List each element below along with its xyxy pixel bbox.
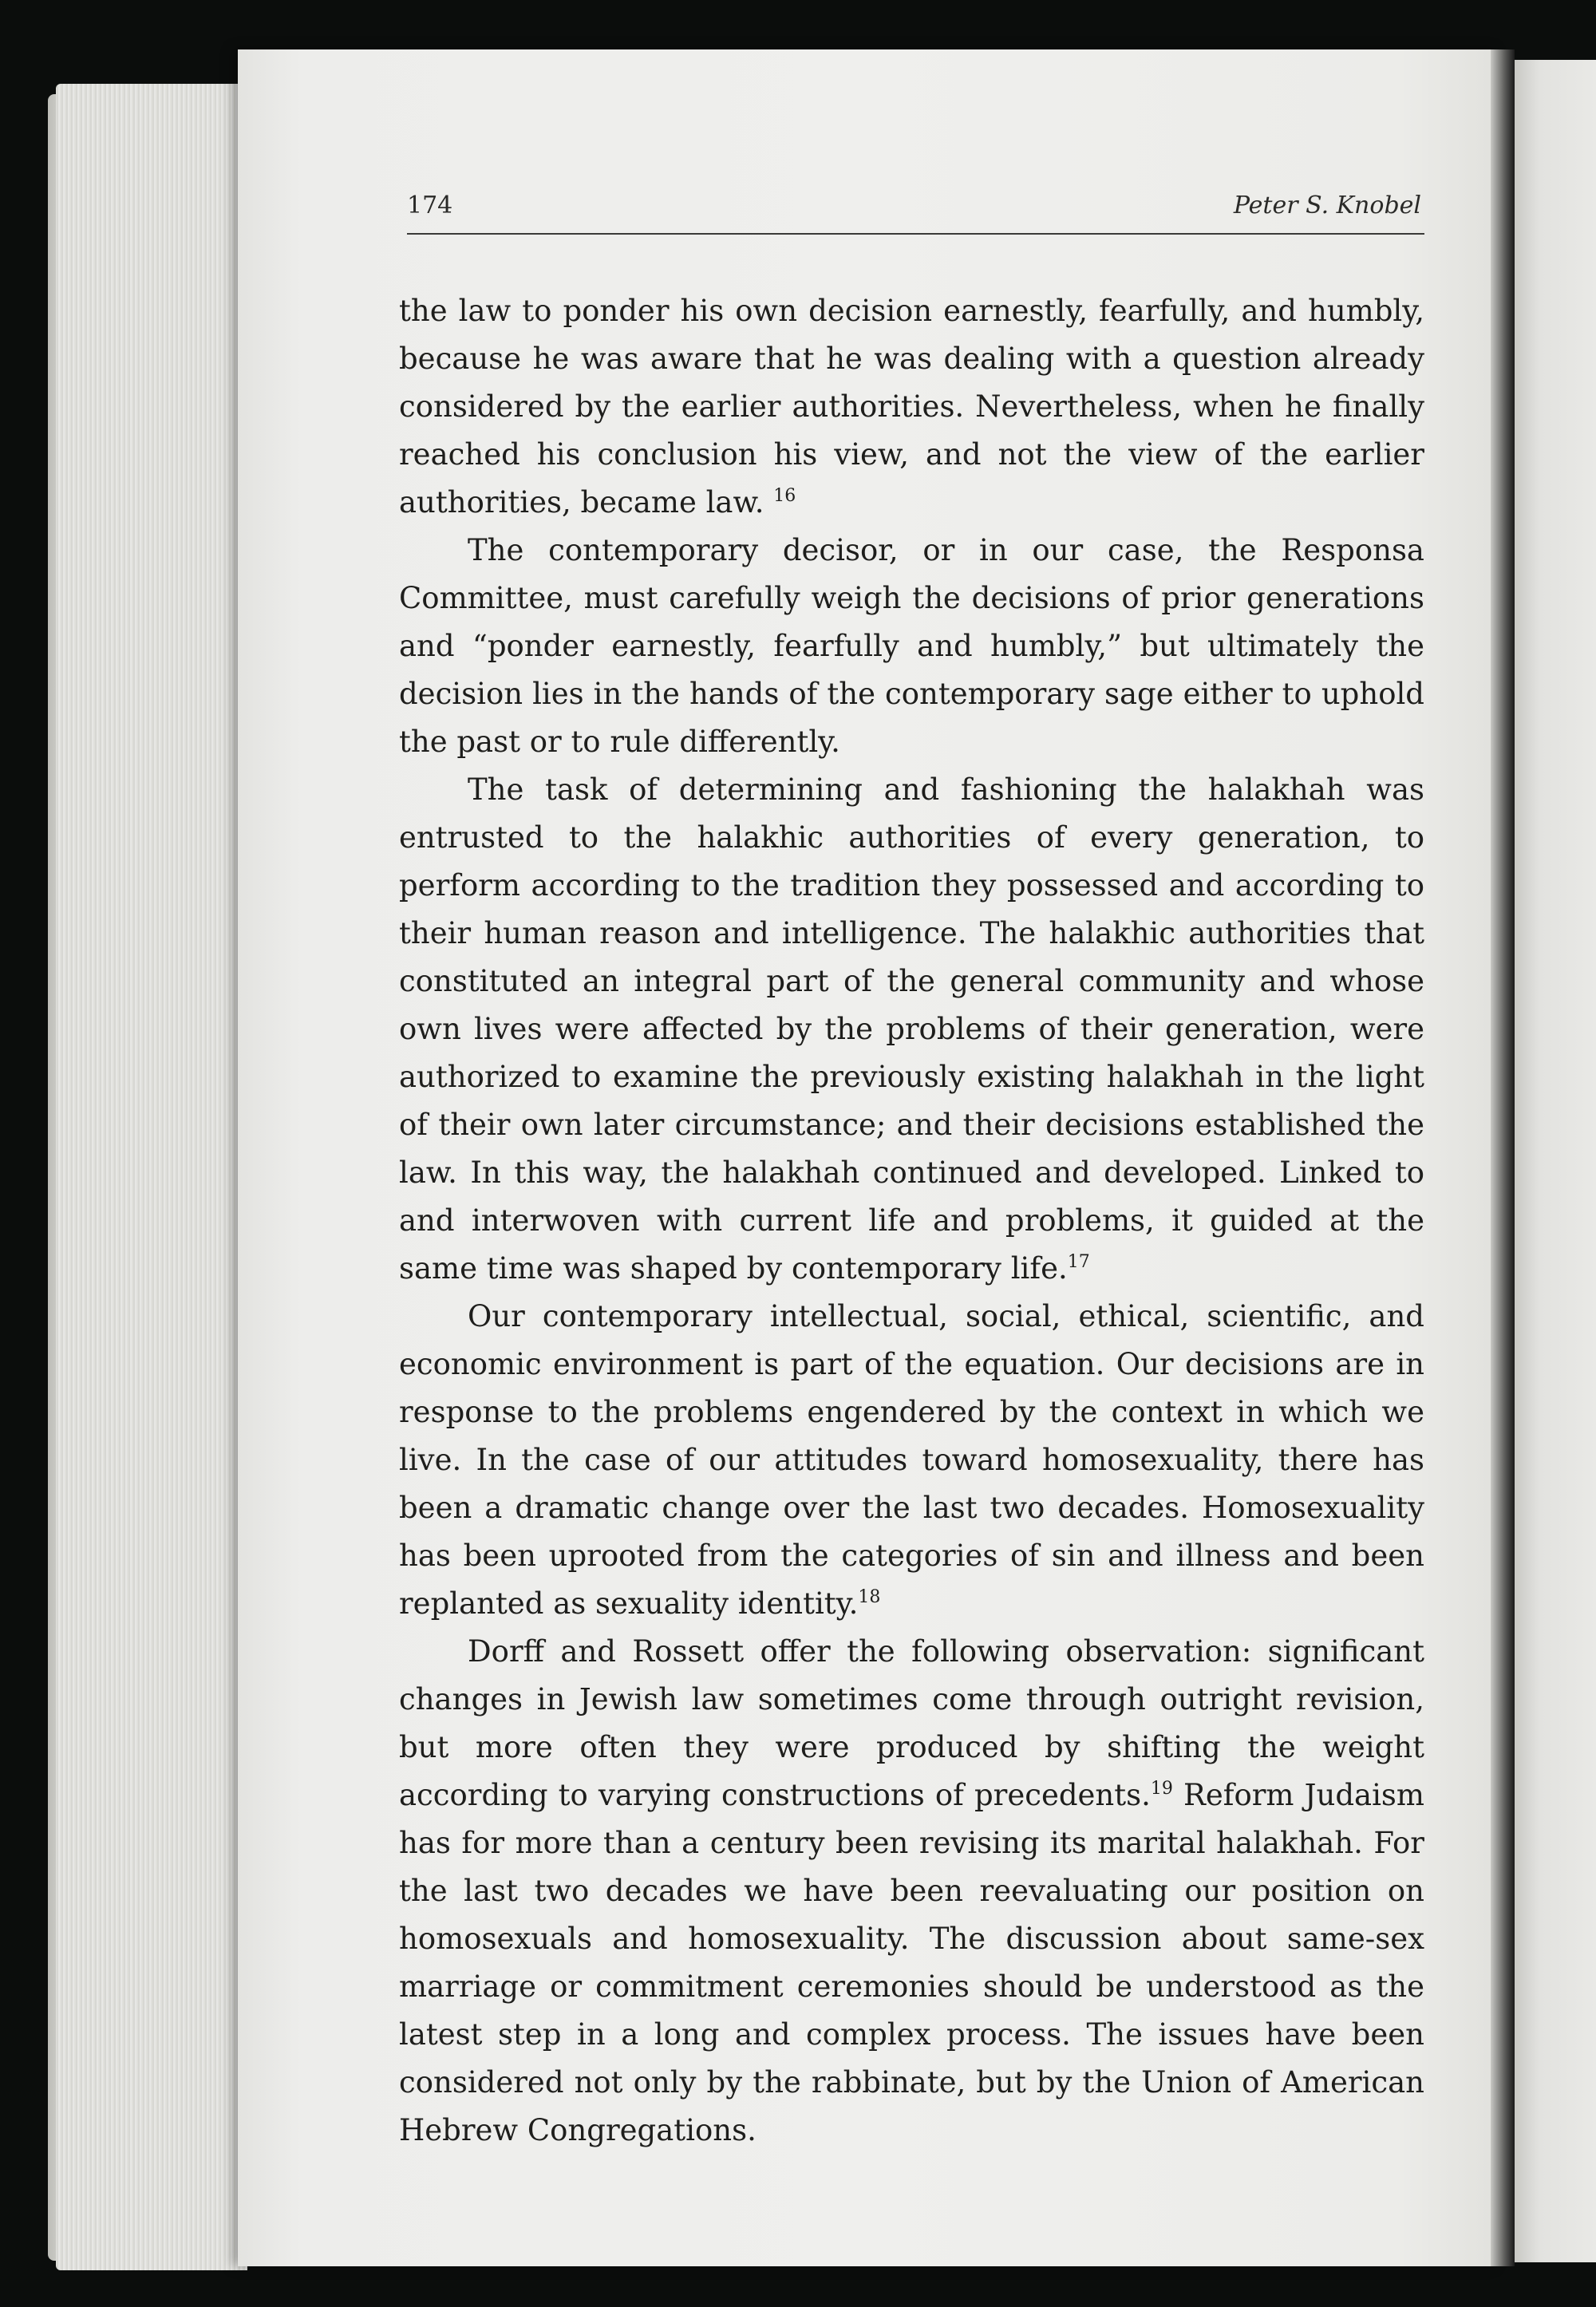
paragraph-4: [399, 1293, 1424, 1628]
paragraph-4-text: Our contemporary intellectual, social, ethical, scientific, and economic environment is part of the equation. Our decisions are in response to the problems engendered by the context in which we live. In the case of our attitudes toward homosexuality, there has been a dramatic change over the last two decades. Homosexuality has been uprooted from the categories of sin and illness and been replanted as sexuality identity.: [399, 1299, 1424, 1621]
paragraph-2-text: The contemporary decisor, or in our case, the Responsa Committee, must carefully weigh the decisions of prior generations and “ponder earnestly, fearfully and humbly,” but ultimately the decision lies in the hands of the contemporary sage either to uphold the past or to rule differently.: [399, 533, 1424, 759]
paragraph-5-text-b: Reform Judaism has for more than a century been revising its marital halakhah. For the last two decades we have been reevaluating our position on homosexuals and homosexuality. The discussion about same-sex marriage or commitment ceremonies should be understood as the latest step in a long and complex process. The issues have been considered not only by the rabbinate, but by the Union of American Hebrew Congregations.: [399, 1778, 1424, 2147]
body-text: [399, 287, 1424, 2155]
paragraph-1: [399, 287, 1424, 527]
paragraph-5: [399, 1628, 1424, 2155]
running-head-author: Peter S. Knobel: [1233, 192, 1421, 219]
running-head: [407, 192, 1424, 235]
facing-page-edge: [1515, 60, 1596, 2262]
paragraph-3-text: The task of determining and fashioning the halakhah was entrusted to the halakhic authorities of every generation, to perform according to the tradition they possessed and according to their human reason and intelligence. The halakhic authorities that constituted an integral part of the general community and whose own lives were affected by the problems of their generation, were authorized to examine the previously existing halakhah in the light of their own later circumstance; and their decisions established the law. In this way, the halakhah continued and developed. Linked to and interwoven with current life and problems, it guided at the same time was shaped by contemporary life.: [399, 772, 1424, 1286]
page-number: 174: [407, 192, 453, 219]
paragraph-3: [399, 766, 1424, 1293]
page-stack: [56, 84, 247, 2270]
footnote-ref-17: 17: [1067, 1252, 1090, 1272]
paragraph-5-text-a: Dorff and Rossett offer the following observation: significant changes in Jewish law sometimes come through outright revision, but more often they were produced by shifting the weight according to varying constructions of precedents.: [399, 1634, 1424, 1812]
book-gutter: [1491, 49, 1515, 2266]
footnote-ref-18: 18: [858, 1587, 881, 1607]
footnote-ref-16: 16: [773, 486, 796, 506]
paragraph-2: [399, 527, 1424, 766]
footnote-ref-19: 19: [1150, 1779, 1173, 1799]
paragraph-1-text: the law to ponder his own decision earnestly, fearfully, and humbly, because he was aware that he was dealing with a question already considered by the earlier authorities. Nevertheless, when he finally reached his conclusion his view, and not the view of the earlier authorities, became law.: [399, 294, 1424, 519]
